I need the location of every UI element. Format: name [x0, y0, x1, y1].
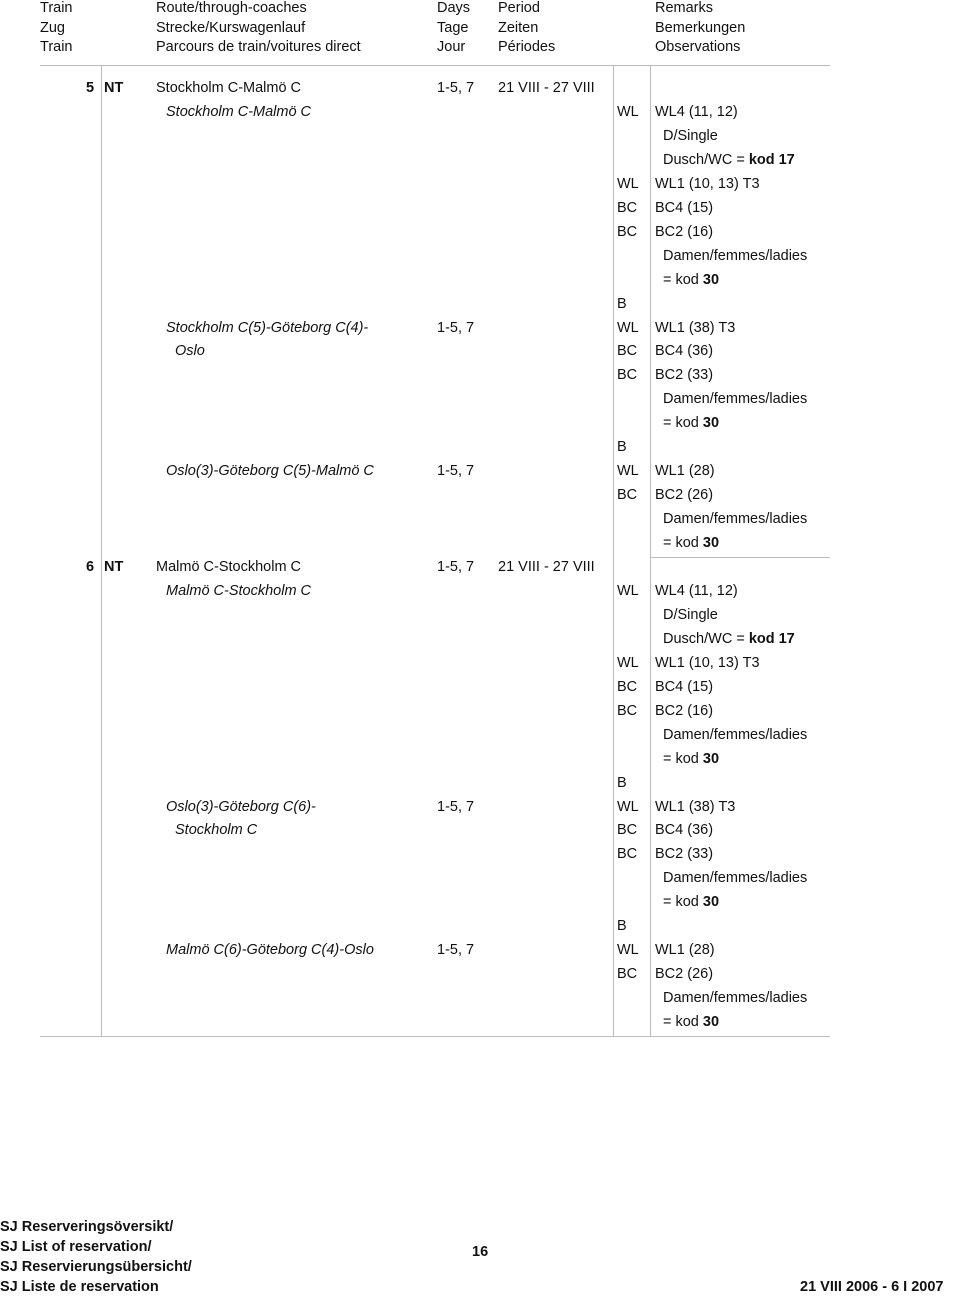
remark-text [663, 152, 795, 169]
remark-text [655, 942, 715, 959]
header-col2-line: Parcours de train/voitures direct [156, 39, 361, 55]
remark-text-part: WL1 (38) T3 [655, 319, 736, 336]
row-divider [650, 557, 830, 558]
remark-text [655, 846, 713, 863]
coach-category: B [617, 439, 627, 456]
coach-route: Malmö C(6)-Göteborg C(4)-Oslo [166, 942, 374, 959]
header-col1-line: Train [40, 39, 73, 55]
coach-days: 1-5, 7 [437, 319, 475, 336]
remark-text [655, 176, 760, 193]
remark-text [655, 367, 713, 384]
coach-category: WL [617, 103, 639, 120]
remark-text [655, 655, 760, 672]
remark-text [663, 727, 807, 744]
remark-text-part: = kod [663, 750, 703, 767]
row-divider [40, 65, 830, 66]
remark-text-part: Damen/femmes/ladies [663, 726, 808, 743]
remark-text-part: = kod [663, 1014, 703, 1031]
remark-text [655, 343, 713, 360]
remark-code: 30 [702, 271, 720, 288]
remark-text [655, 463, 715, 480]
remark-code: kod 17 [748, 151, 795, 168]
remark-text [663, 1014, 719, 1031]
remark-text-part: BC2 (26) [655, 487, 714, 504]
row-divider [40, 1036, 830, 1037]
header-col3-line: Days [437, 0, 471, 16]
header-col1-line: Train [40, 0, 73, 16]
remark-text-part: BC4 (36) [655, 822, 714, 839]
coach-category: B [617, 774, 627, 791]
coach-category: WL [617, 175, 639, 192]
remark-text [655, 799, 735, 816]
remark-text-part: BC4 (15) [655, 678, 714, 695]
header-col3-line: Jour [437, 39, 466, 55]
remark-text-part: BC2 (33) [655, 367, 714, 384]
remark-text [663, 870, 807, 887]
remark-text-part: Dusch/WC = [663, 151, 749, 168]
remark-text-part: WL1 (28) [655, 463, 715, 480]
remark-text-part: WL1 (10, 13) T3 [655, 654, 760, 671]
coach-category: WL [617, 654, 639, 671]
remark-text-part: WL4 (11, 12) [655, 103, 738, 120]
remark-text-part: D/Single [663, 127, 718, 144]
remark-text [655, 822, 713, 839]
remark-text-part: WL1 (38) T3 [655, 798, 736, 815]
remark-code: 30 [702, 535, 720, 552]
remark-text-part: WL1 (10, 13) T3 [655, 175, 760, 192]
remark-text [655, 679, 713, 696]
remark-code: 30 [702, 894, 720, 911]
remark-text-part: WL4 (11, 12) [655, 582, 738, 599]
remark-text [655, 224, 713, 241]
remark-text-part: Damen/femmes/ladies [663, 391, 808, 408]
remark-text [663, 128, 718, 145]
remark-text [655, 200, 713, 217]
header-col3-line: Tage [437, 19, 469, 36]
remark-text [663, 631, 795, 648]
train-number: 5 [86, 80, 95, 96]
train-type: NT [104, 80, 124, 96]
remark-code: 30 [702, 1014, 720, 1031]
coach-category: BC [617, 966, 638, 983]
remark-text-part: = kod [663, 894, 703, 911]
coach-category: BC [617, 367, 638, 384]
remark-text [663, 272, 719, 289]
train-route: Malmö C-Stockholm C [156, 559, 302, 575]
remark-text-part: = kod [663, 415, 703, 432]
remark-text [655, 703, 713, 720]
footer-title-line: SJ Reservierungsübersicht/ [0, 1259, 192, 1275]
remark-text-part: D/Single [663, 606, 718, 623]
coach-category: BC [617, 678, 638, 695]
remark-text [663, 535, 719, 552]
coach-route: Malmö C-Stockholm C [166, 582, 312, 599]
header-col5-line: Bemerkungen [655, 19, 746, 36]
remark-text-part: BC4 (15) [655, 199, 714, 216]
footer-title-line: SJ List of reservation/ [0, 1239, 152, 1255]
coach-route: Stockholm C-Malmö C [166, 103, 312, 120]
coach-category: WL [617, 319, 639, 336]
coach-category: BC [617, 343, 638, 360]
remark-text [663, 511, 807, 528]
remark-text-part: = kod [663, 271, 703, 288]
coach-category: B [617, 918, 627, 935]
header-col1-line: Zug [40, 19, 65, 36]
train-days: 1-5, 7 [437, 80, 475, 96]
header-col2-line: Route/through-coaches [156, 0, 307, 16]
remark-text-part: BC2 (26) [655, 966, 714, 983]
remark-text-part: BC2 (33) [655, 846, 714, 863]
train-number: 6 [86, 559, 95, 575]
coach-category: BC [617, 822, 638, 839]
remark-text-part: WL1 (28) [655, 942, 715, 959]
remark-text [663, 607, 718, 624]
coach-category: BC [617, 702, 638, 719]
coach-category: BC [617, 223, 638, 240]
page-number: 16 [472, 1244, 489, 1260]
train-type: NT [104, 559, 124, 575]
remark-text [655, 487, 713, 504]
date-range: 21 VIII 2006 - 6 I 2007 [800, 1279, 944, 1295]
header-col4-line: Zeiten [498, 19, 539, 36]
train-period: 21 VIII - 27 VIII [498, 80, 595, 96]
remark-text [663, 751, 719, 768]
remark-text [663, 248, 807, 265]
coach-category: WL [617, 463, 639, 480]
header-col4-line: Périodes [498, 39, 556, 55]
header-col5-line: Remarks [655, 0, 714, 16]
header-col4-line: Period [498, 0, 540, 16]
remark-text-part: = kod [663, 535, 703, 552]
coach-category: WL [617, 942, 639, 959]
header-col2-line: Strecke/Kurswagenlauf [156, 19, 306, 36]
coach-days: 1-5, 7 [437, 798, 475, 815]
remark-text-part: Damen/femmes/ladies [663, 511, 808, 528]
remark-code: kod 17 [748, 630, 795, 647]
remark-text [663, 894, 719, 911]
remark-code: 30 [702, 750, 720, 767]
remark-text [655, 320, 735, 337]
train-route: Stockholm C-Malmö C [156, 80, 302, 96]
remark-text-part: Damen/femmes/ladies [663, 990, 808, 1007]
remark-text [655, 104, 738, 121]
coach-category: WL [617, 798, 639, 815]
coach-category: BC [617, 199, 638, 216]
coach-days: 1-5, 7 [437, 463, 475, 480]
remark-text-part: BC2 (16) [655, 223, 714, 240]
coach-route: Oslo(3)-Göteborg C(6)- [166, 798, 316, 815]
coach-days: 1-5, 7 [437, 942, 475, 959]
coach-category: WL [617, 582, 639, 599]
footer-title-line: SJ Liste de reservation [0, 1279, 159, 1295]
remark-text-part: BC4 (36) [655, 343, 714, 360]
remark-text-part: Damen/femmes/ladies [663, 870, 808, 887]
coach-route: Stockholm C(5)-Göteborg C(4)- [166, 319, 369, 336]
coach-category: B [617, 295, 627, 312]
remark-code: 30 [702, 415, 720, 432]
column-divider [613, 65, 614, 1036]
remark-text-part: BC2 (16) [655, 702, 714, 719]
remark-text [663, 391, 807, 408]
coach-route: Oslo(3)-Göteborg C(5)-Malmö C [166, 463, 374, 480]
train-period: 21 VIII - 27 VIII [498, 559, 595, 575]
coach-category: BC [617, 487, 638, 504]
remark-text [663, 990, 807, 1007]
coach-category: BC [617, 846, 638, 863]
coach-route: Stockholm C [175, 822, 258, 839]
remark-text [663, 415, 719, 432]
remark-text [655, 966, 713, 983]
header-col5-line: Observations [655, 39, 741, 55]
column-divider [101, 65, 102, 1036]
remark-text [655, 583, 738, 600]
column-divider [650, 65, 651, 1036]
footer-title-line: SJ Reserveringsöversikt/ [0, 1219, 174, 1235]
remark-text-part: Dusch/WC = [663, 630, 749, 647]
train-days: 1-5, 7 [437, 559, 475, 575]
coach-route: Oslo [175, 343, 205, 360]
remark-text-part: Damen/femmes/ladies [663, 247, 808, 264]
